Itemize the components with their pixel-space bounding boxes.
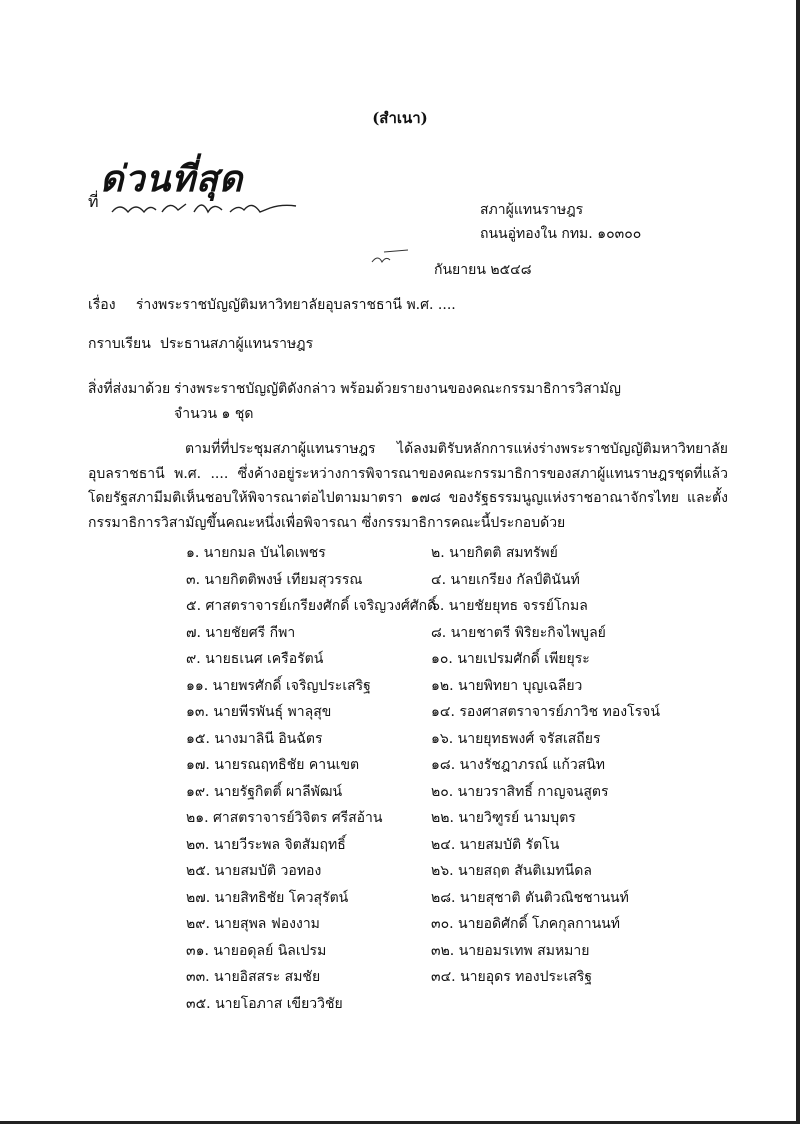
- member-item: ๑๑. นายพรศักดิ์ เจริญประเสริฐ: [186, 677, 371, 694]
- sender-address: ถนนอู่ทองใน กทม. ๑๐๓๐๐: [480, 226, 642, 242]
- member-item: ๔. นายเกรียง กัลป์ตินันท์: [431, 571, 580, 588]
- member-item: ๒๕. นายสมบัติ วอทอง: [186, 863, 322, 879]
- member-item: ๑๙. นายรัฐกิตติ์ ผาลีพัฒน์: [186, 783, 343, 800]
- subject-label: เรื่อง: [88, 297, 116, 313]
- member-item: ๓. นายกิตติพงษ์ เทียมสุวรรณ: [186, 571, 363, 588]
- member-item: ๒๗. นายสิทธิชัย โควสุรัตน์: [186, 889, 349, 906]
- member-item: ๓๔. นายอุดร ทองประเสริฐ: [431, 969, 593, 985]
- copy-mark: (สำเนา): [372, 109, 428, 127]
- member-item: ๑๓. นายพีรพันธุ์ พาลุสุข: [186, 704, 332, 720]
- handwritten-date-mark: [370, 248, 410, 268]
- member-item: ๖. นายชัยยุทธ จรรย์โกมล: [431, 598, 588, 614]
- subject-line: [88, 294, 456, 316]
- member-item: ๓๕. นายโอภาส เขียววิชัย: [186, 995, 343, 1012]
- member-item: ๓๓. นายอิสสระ สมชัย: [186, 969, 321, 985]
- sender-organization: สภาผู้แทนราษฎร: [480, 202, 584, 218]
- recipient-line: [88, 333, 313, 355]
- member-item: ๒๓. นายวีระพล จิตสัมฤทธิ์: [186, 836, 346, 853]
- member-item: ๑๔. รองศาสตราจารย์ภาวิช ทองโรจน์: [431, 704, 660, 720]
- member-item: ๒๘. นายสุชาติ ตันติวณิชชานนท์: [431, 889, 629, 906]
- member-item: ๑๗. นายรณฤทธิชัย คานเขต: [186, 757, 360, 773]
- enclosure-quantity: จำนวน ๑ ชุด: [174, 406, 254, 422]
- subject-text: ร่างพระราชบัญญัติมหาวิทยาลัยอุบลราชธานี พ.ศ. ....: [135, 297, 456, 313]
- member-item: ๗. นายชัยศรี กีพา: [186, 624, 296, 641]
- enclosure-text: ร่างพระราชบัญญัติดังกล่าว พร้อมด้วยรายงานของคณะกรรมาธิการวิสามัญ: [174, 381, 621, 397]
- member-item: ๒๙. นายสุพล ฟองงาม: [186, 916, 320, 932]
- recipient-text: ประธานสภาผู้แทนราษฎร: [160, 336, 314, 352]
- member-item: ๒. นายกิตติ สมทรัพย์: [431, 545, 558, 561]
- reference-label: ที่: [88, 192, 99, 211]
- member-item: ๘. นายชาตรี พิริยะกิจไพบูลย์: [431, 624, 606, 641]
- member-item: ๒๒. นายวิฑูรย์ นามบุตร: [431, 810, 576, 826]
- member-item: ๓๐. นายอดิศักดิ์ โภคกุลกานนท์: [431, 916, 620, 932]
- member-item: ๑๘. นางรัชฎาภรณ์ แก้วสนิท: [431, 757, 606, 773]
- member-item: ๒๖. นายสฤต สันติเมทนีดล: [431, 863, 592, 879]
- member-item: ๒๐. นายวราสิทธิ์ กาญจนสูตร: [431, 783, 609, 800]
- recipient-label: กราบเรียน: [88, 336, 151, 352]
- member-item: ๑๕. นางมาลินี อินฉัตร: [186, 730, 323, 747]
- member-item: ๑๖. นายยุทธพงศ์ จรัสเสถียร: [431, 730, 601, 747]
- scan-edge-right: [796, 0, 800, 1124]
- member-item: ๑. นายกมล บันไดเพชร: [186, 545, 326, 561]
- body-paragraph: ตามที่ที่ประชุมสภาผู้แทนราษฎร ได้ลงมติรับหลักการแห่งร่างพระราชบัญญัติมหาวิทยาลัยอุบลราชธานี พ.ศ. .... ซึ่งค้างอยู่ระหว่างการพิจารณาของคณะกรรมาธิการของสภาผู้แทนราษฎรชุดที่แล้ว โดยรัฐสภามีมติเห็นชอบให้พิจารณาต่อไปตามมาตรา ๑๗๘ ของรัฐธรรมนูญแห่งราชอาณาจักรไทย และตั้งกรรมาธิการวิสามัญขึ้นคณะหนึ่งเพื่อพิจารณา ซึ่งกรรมาธิการคณะนี้ประกอบด้วย: [88, 441, 728, 531]
- urgency-stamp: ด่วนที่สุด: [100, 158, 244, 200]
- member-item: ๑๒. นายพิทยา บุญเฉลียว: [431, 677, 583, 694]
- member-item: ๙. นายธเนศ เครือรัตน์: [186, 651, 324, 667]
- member-item: ๒๑. ศาสตราจารย์วิจิตร ศรีสอ้าน: [186, 810, 383, 826]
- enclosure-line: [88, 378, 621, 400]
- enclosure-label: สิ่งที่ส่งมาด้วย: [88, 381, 171, 397]
- handwritten-reference-number: [110, 194, 300, 220]
- member-item: ๓๑. นายอดุลย์ นิลเปรม: [186, 942, 327, 959]
- member-item: ๓๒. นายอมรเทพ สมหมาย: [431, 942, 590, 959]
- member-item: ๕. ศาสตราจารย์เกรียงศักดิ์ เจริญวงศ์ศักดิ์: [186, 598, 437, 614]
- member-item: ๒๔. นายสมบัติ รัตโน: [431, 836, 560, 853]
- document-date: กันยายน ๒๕๔๘: [434, 262, 532, 278]
- member-item: ๑๐. นายเปรมศักดิ์ เพียยุระ: [431, 651, 590, 667]
